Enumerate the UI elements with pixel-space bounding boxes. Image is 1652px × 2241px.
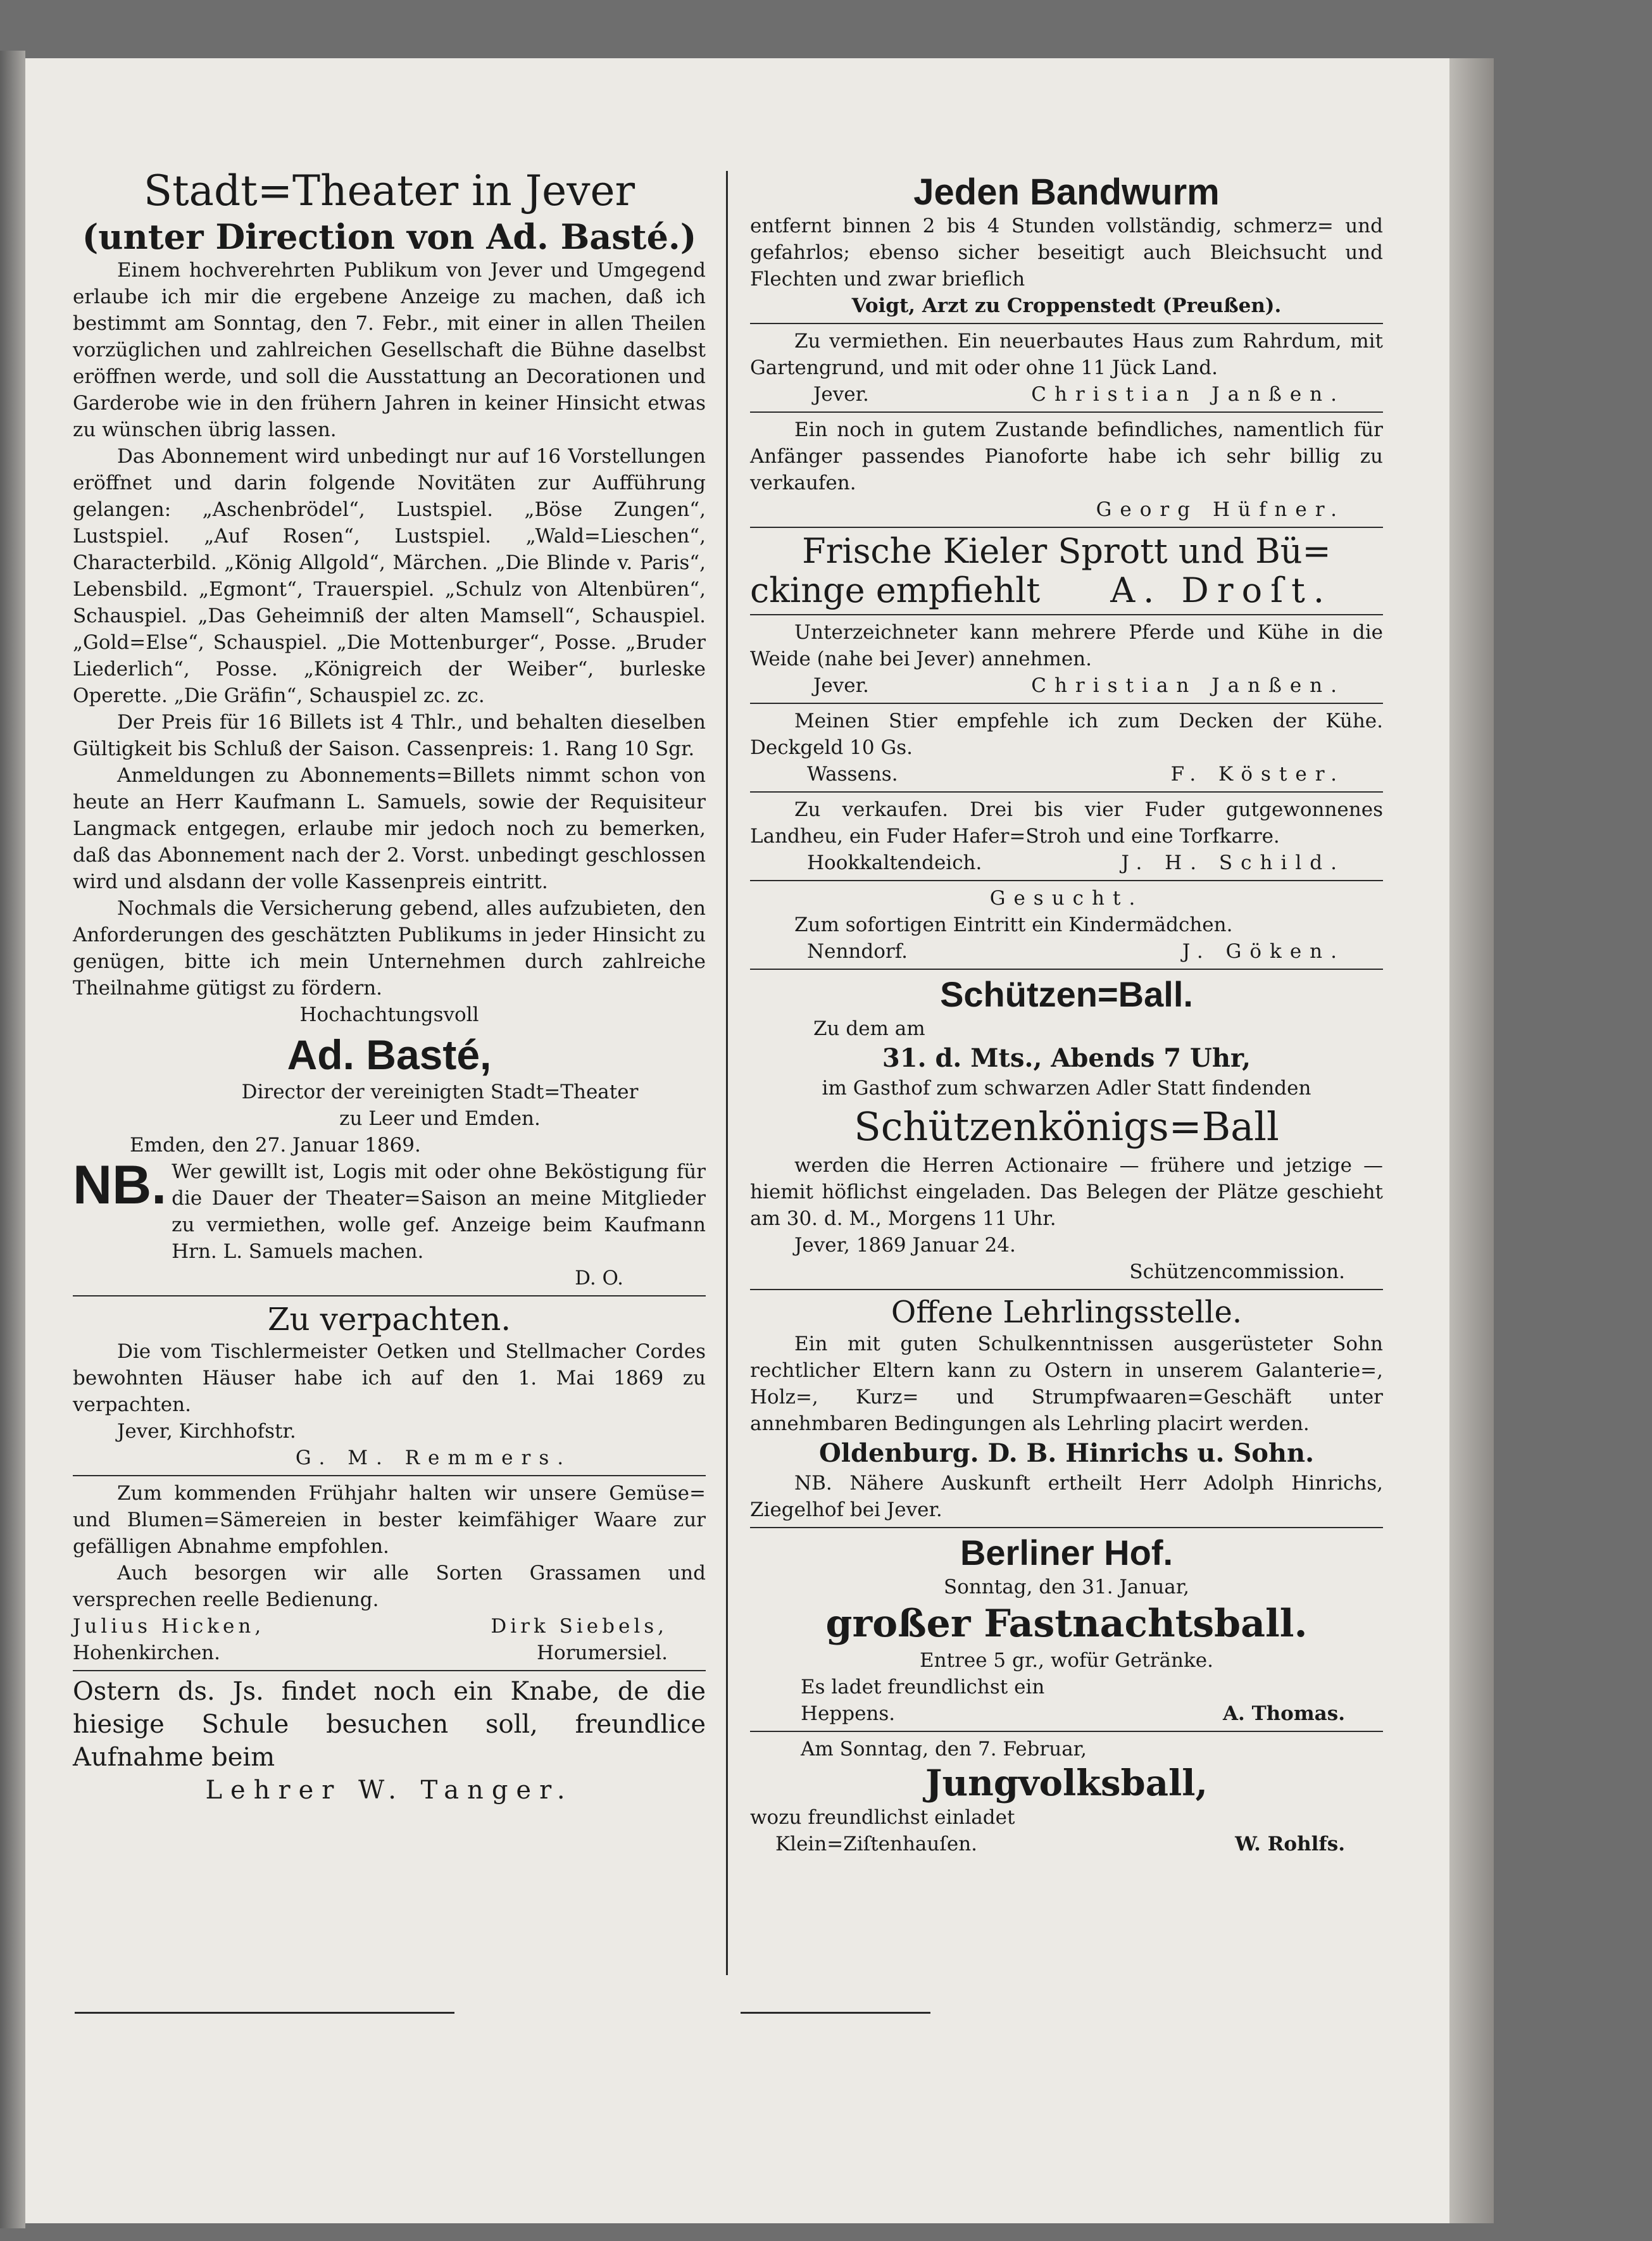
theatre-paragraph: Der Preis für 16 Billets ist 4 Thlr., und behalten dieselben Gültigkeit bis Schluß der Saison. Cassenpreis: 1. Rang 10 Sgr.	[73, 711, 706, 760]
seeds-name: Julius Hicken,	[73, 1615, 265, 1638]
theatre-paragraph: Einem hochverehrten Publikum von Jever und Umgegend erlaube ich mir die ergebene Anzeige zu machen, daß ich bestimmt am Sonntag, den 7. Febr., mit einer in allen Theilen vorzüglichen und zahlreichen Gesellschaft die Bühne daselbst eröffnen werde, und soll die Ausstattung an Decorationen und Garderobe wie in den frühern Jahren in keiner Hinsicht etwas zu wünschen übrig lassen.	[73, 259, 706, 441]
separator-rule	[750, 614, 1383, 615]
seeds-text: Zum kommenden Frühjahr halten wir unsere Gemüse= und Blumen=Sämereien in bester keimfähiger Waare zur gefälligen Abnahme empfohlen.	[73, 1482, 706, 1558]
nb-sign: D. O.	[575, 1267, 623, 1290]
rent-place: Jever.	[813, 383, 869, 406]
sprott-ad	[750, 532, 1383, 610]
piano-text: Ein noch in gutem Zustande befindliches, namentlich für Anfänger passendes Pianoforte habe ich sehr billig zu verkaufen.	[750, 418, 1383, 494]
sprott-line	[750, 571, 1383, 610]
separator-rule	[750, 1731, 1383, 1732]
seeds-text: Auch besorgen wir alle Sorten Grassamen und versprechen reelle Bedienung.	[73, 1562, 706, 1611]
rent-signature	[750, 381, 1383, 408]
bottom-rule	[741, 2012, 930, 2014]
sprott-name: A. Droſt.	[1110, 570, 1332, 610]
boy-text: Ostern ds. Js. findet noch ein Knabe, de die hiesige Schule besuchen soll, freundlice Aufnahme beim	[73, 1677, 706, 1772]
youth-line: Am Sonntag, den 7. Februar,	[801, 1738, 1087, 1761]
seeds-places	[73, 1640, 706, 1666]
worm-text: entfernt binnen 2 bis 4 Stunden vollständig, schmerz= und gefahrlos; ebenso sicher beseitigt auch Bleichsucht und Flechten und zwar brieflich	[750, 215, 1383, 291]
hay-place: Hookkaltendeich.	[807, 851, 982, 874]
separator-rule	[750, 323, 1383, 324]
horses-signature	[750, 672, 1383, 699]
youth-signature	[750, 1831, 1383, 1857]
nb-ad	[73, 1155, 706, 1265]
nb-text: Wer gewillt ist, Logis mit oder ohne Beköstigung für die Dauer der Theater=Saison an meine Mitglieder zu vermiethen, wolle gef. Anzeige beim Kaufmann Hrn. L. Samuels machen.	[172, 1160, 706, 1263]
youth-name: W. Rohlfs.	[1235, 1833, 1345, 1855]
seeds-names	[73, 1613, 706, 1640]
seeds-name: Dirk Siebels,	[491, 1615, 668, 1638]
apprentice-sign: Oldenburg. D. B. Hinrichs u. Sohn.	[818, 1438, 1315, 1468]
separator-rule	[750, 1527, 1383, 1528]
theatre-sig-line: Director der vereinigten Stadt=Theater	[241, 1081, 639, 1103]
page-edge	[1449, 58, 1494, 2223]
piano-name: Georg Hüfner.	[1096, 498, 1345, 521]
seeds-place: Hohenkirchen.	[73, 1642, 220, 1664]
schuetzen-text: werden die Herren Actionaire — frühere und jetzige — hiemit höflichst eingeladen. Das Belegen der Plätze geschieht am 30. d. M., Morgens 11 Uhr.	[750, 1154, 1383, 1230]
horses-text: Unterzeichneter kann mehrere Pferde und Kühe in die Weide (nahe bei Jever) annehmen.	[750, 621, 1383, 670]
schuetzen-ball-name: Schützenkönigs=Ball	[854, 1103, 1279, 1150]
boy-sign: Lehrer W. Tanger.	[205, 1776, 573, 1805]
theatre-date: Emden, den 27. Januar 1869.	[130, 1134, 421, 1157]
theatre-paragraph: Nochmals die Versicherung gebend, alles aufzubieten, den Anforderungen des geschätzten Publikums in jeder Hinsicht zu genügen, bitte ich mein Unternehmen durch zahlreiche Theilnahme gütigst zu fördern.	[73, 897, 706, 1000]
schuetzen-ad	[750, 974, 1383, 1285]
bull-text: Meinen Stier empfehle ich zum Decken der Kühe. Deckgeld 10 Gs.	[750, 710, 1383, 759]
separator-rule	[73, 1670, 706, 1671]
lease-place: Jever, Kirchhofstr.	[117, 1420, 296, 1443]
page-gutter	[0, 51, 25, 2228]
berlin-line: Entree 5 gr., wofür Getränke.	[920, 1649, 1213, 1672]
separator-rule	[750, 969, 1383, 970]
lease-title: Zu verpachten.	[267, 1301, 511, 1338]
sprott-line: Frische Kieler Sprott und Bü=	[802, 531, 1331, 571]
horses-name: Christian Janßen.	[1031, 674, 1345, 697]
theatre-signature: Ad. Basté,	[287, 1031, 492, 1078]
berlin-name: A. Thomas.	[1222, 1702, 1345, 1725]
horses-ad	[750, 619, 1383, 699]
separator-rule	[73, 1475, 706, 1476]
theatre-sig-line: zu Leer und Emden.	[339, 1107, 541, 1130]
separator-rule	[750, 1289, 1383, 1290]
youth-title: Jungvolksball,	[925, 1762, 1208, 1804]
berlin-line: Es ladet freundlichst ein	[801, 1676, 1045, 1698]
separator-rule	[750, 791, 1383, 793]
apprentice-ad	[750, 1294, 1383, 1523]
boy-ad	[73, 1675, 706, 1807]
hay-ad	[750, 796, 1383, 876]
bull-place: Wassens.	[807, 763, 898, 786]
theatre-subtitle: (unter Direction von Ad. Basté.)	[82, 217, 697, 257]
schuetzen-sign: Schützencommission.	[1129, 1260, 1345, 1283]
berlin-event: großer Fastnachtsball.	[825, 1602, 1308, 1646]
separator-rule	[750, 527, 1383, 528]
youth-line: wozu freundlichst einladet	[750, 1806, 1015, 1829]
separator-rule	[750, 880, 1383, 881]
worm-ad	[750, 172, 1383, 319]
wanted-name: J. Göken.	[1182, 940, 1345, 963]
theatre-ad	[73, 166, 706, 1158]
lease-text: Die vom Tischlermeister Oetken und Stellmacher Cordes bewohnten Häuser habe ich auf den 1. Mai 1869 zu verpachten.	[73, 1340, 706, 1416]
theatre-greeting: Hochachtungsvoll	[299, 1003, 479, 1026]
bull-name: F. Köster.	[1170, 763, 1345, 786]
youth-ad	[750, 1736, 1383, 1857]
wanted-place: Nenndorf.	[807, 940, 908, 963]
apprentice-title: Offene Lehrlingsstelle.	[891, 1295, 1242, 1330]
column-divider	[726, 171, 728, 1975]
seeds-ad	[73, 1480, 706, 1666]
theatre-title: Stadt=Theater in Jever	[143, 166, 635, 215]
theatre-paragraph: Anmeldungen zu Abonnements=Billets nimmt schon von heute an Herr Kaufmann L. Samuels, sowie der Requisiteur Langmack entgegen, erlaube mir jedoch noch zu bemerken, daß das Abonnement nach der 2. Vorst. unbedingt geschlossen wird und alsdann der volle Kassenpreis eintritt.	[73, 764, 706, 893]
wanted-text: Zum sofortigen Eintritt ein Kindermädchen.	[794, 913, 1233, 936]
left-column	[73, 166, 706, 1807]
rent-ad	[750, 328, 1383, 408]
berlin-ad	[750, 1532, 1383, 1727]
rent-text: Zu vermiethen. Ein neuerbautes Haus zum Rahrdum, mit Gartengrund, und mit oder ohne 11 Jück Land.	[750, 330, 1383, 379]
rent-name: Christian Janßen.	[1031, 383, 1345, 406]
bottom-rule	[75, 2012, 454, 2014]
nb-mark: NB.	[73, 1155, 167, 1215]
schuetzen-line: im Gasthof zum schwarzen Adler Statt findenden	[822, 1077, 1311, 1100]
right-column	[750, 172, 1383, 1857]
berlin-place: Heppens.	[801, 1702, 896, 1725]
bull-ad	[750, 708, 1383, 788]
wanted-signature	[750, 938, 1383, 965]
separator-rule	[73, 1295, 706, 1296]
wanted-title: Gesucht.	[989, 887, 1144, 910]
seeds-place: Horumersiel.	[537, 1642, 668, 1664]
theatre-paragraph: Das Abonnement wird unbedingt nur auf 16 Vorstellungen eröffnet und darin folgende Novitäten zur Aufführung gelangen: „Aschenbrödel“, Lustspiel. „Böse Zungen“, Lustspiel. „Auf Rosen“, Lustspiel. „Wald=Lieschen“, Characterbild. „König Allgold“, Märchen. „Die Blinde v. Paris“, Lebensbild. „Egmont“, Trauerspiel. „Schulz von Altenbüren“, Schauspiel. „Das Geheimniß der alten Mamsell“, Schauspiel. „Gold=Else“, Schauspiel. „Die Mottenburger“, Posse. „Bruder Liederlich“, Posse. „Königreich der Weiber“, burleske Operette. „Die Gräfin“, Schauspiel zc. zc.	[73, 445, 706, 707]
wanted-ad	[750, 885, 1383, 965]
hay-name: J. H. Schild.	[1121, 851, 1345, 874]
apprentice-nb: NB. Nähere Auskunft ertheilt Herr Adolph Hinrichs, Ziegelhof bei Jever.	[750, 1472, 1383, 1521]
lease-name: G. M. Remmers.	[295, 1447, 572, 1469]
berlin-signature	[750, 1700, 1383, 1727]
sprott-text: ckinge empfiehlt	[750, 570, 1041, 610]
berlin-title: Berliner Hof.	[960, 1533, 1173, 1572]
worm-sign: Voigt, Arzt zu Croppenstedt (Preußen).	[851, 294, 1282, 317]
bull-signature	[750, 761, 1383, 788]
lease-ad	[73, 1300, 706, 1471]
hay-signature	[750, 850, 1383, 876]
piano-ad	[750, 417, 1383, 523]
horses-place: Jever.	[813, 674, 869, 697]
hay-text: Zu verkaufen. Drei bis vier Fuder gutgewonnenes Landheu, ein Fuder Hafer=Stroh und eine Torfkarre.	[750, 798, 1383, 848]
schuetzen-line: Zu dem am	[813, 1017, 925, 1040]
berlin-line: Sonntag, den 31. Januar,	[943, 1576, 1190, 1598]
schuetzen-title: Schützen=Ball.	[940, 974, 1193, 1014]
apprentice-text: Ein mit guten Schulkenntnissen ausgerüsteter Sohn rechtlicher Eltern kann zu Ostern in unserem Galanterie=, Holz=, Kurz= und Strumpfwaaren=Geschäft unter annehmbaren Bedingungen als Lehrling placirt werden.	[750, 1333, 1383, 1435]
schuetzen-date: Jever, 1869 Januar 24.	[794, 1234, 1016, 1257]
separator-rule	[750, 703, 1383, 704]
separator-rule	[750, 411, 1383, 413]
schuetzen-date-line: 31. d. Mts., Abends 7 Uhr,	[882, 1043, 1251, 1073]
youth-place: Klein=Ziſtenhauſen.	[775, 1833, 978, 1855]
worm-title: Jeden Bandwurm	[913, 172, 1220, 213]
